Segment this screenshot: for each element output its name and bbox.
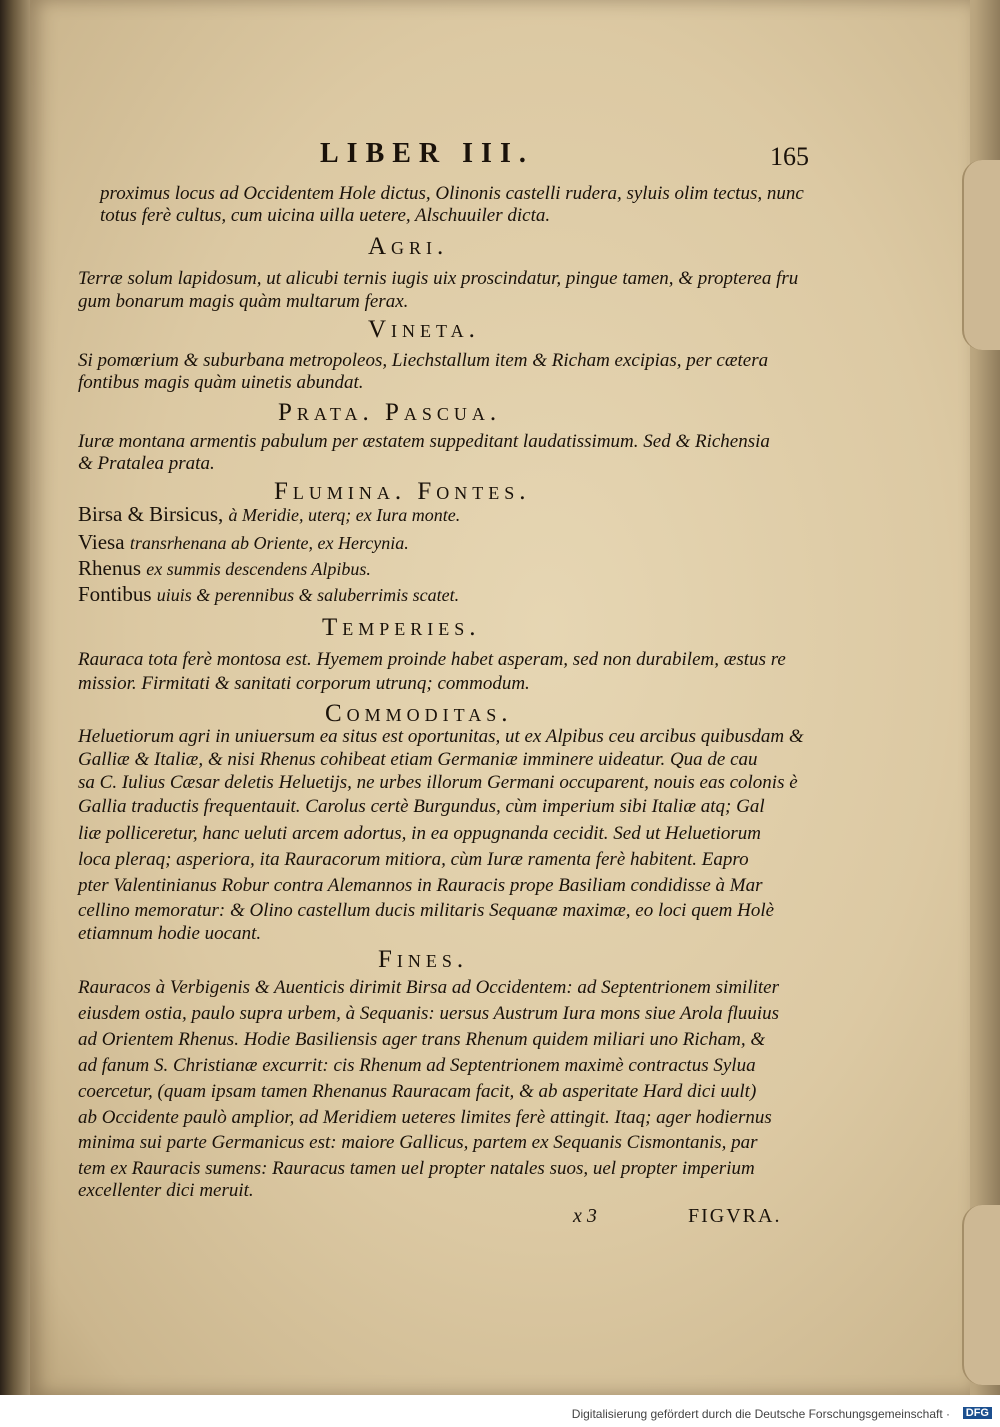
river-desc: uiuis & perennibus & saluberrimis scatet. [156,585,460,605]
river-birsa [78,502,460,527]
signature-mark: x 3 [573,1205,597,1227]
clasp-tab-bottom [962,1205,1000,1385]
section-heading-temperies: Temperies. [322,614,481,641]
intro-line-1: proximus locus ad Occidentem Hole dictus, Olinonis castelli rudera, syluis olim tectus, nunc [100,183,804,204]
dfg-logo: DFG [963,1407,992,1419]
prata-line-1: Iuræ montana armentis pabulum per æstatem suppeditant laudatissimum. Sed & Richensia [78,431,770,452]
section-heading-vineta: Vineta. [368,316,480,343]
clasp-tab-top [962,160,1000,350]
river-fontibus [78,582,459,607]
agri-line-2: gum bonarum magis quàm multarum ferax. [78,291,409,312]
commoditas-line-4: Gallia traductis frequentauit. Carolus certè Burgundus, cùm imperium sibi Italiæ atq; Gal [78,796,765,817]
commoditas-line-9: etiamnum hodie uocant. [78,923,262,944]
fines-line-4: ad fanum S. Christianæ excurrit: cis Rhenum ad Septentrionem maximè contractus Sylua [78,1055,756,1076]
page-number: 165 [770,142,809,171]
river-name: Rhenus [78,556,141,580]
agri-line-1: Terræ solum lapidosum, ut alicubi ternis iugis uix proscindatur, pingue tamen, & propterea fru [78,268,799,289]
river-name: Fontibus [78,582,152,606]
fines-line-6: ab Occidente paulò amplior, ad Meridiem ueteres limites ferè attingit. Itaq; ager hodiernus [78,1107,772,1128]
prata-line-2: & Pratalea prata. [78,453,215,474]
temperies-line-2: missior. Firmitati & sanitati corporum utrunq; commodum. [78,673,530,694]
commoditas-line-5: liæ polliceretur, hanc ueluti arcem adortus, in ea oppugnanda cecidit. Sed ut Heluetiorum [78,823,762,844]
section-heading-prata: Prata. Pascua. [278,399,502,426]
commoditas-line-6: loca pleraq; asperiora, ita Rauracorum mitiora, cùm Iuræ ramenta ferè habitent. Eapro [78,849,749,870]
section-heading-agri: Agri. [368,233,449,260]
commoditas-line-7: pter Valentinianus Robur contra Alemannos in Rauracis prope Basiliam condidisse à Mar [78,875,763,896]
catchword: FIGVRA. [688,1205,782,1227]
river-desc: à Meridie, uterq; ex Iura monte. [228,505,461,525]
river-name: Viesa [78,530,125,554]
section-heading-commoditas: Commoditas. [325,700,513,727]
river-name: Birsa & Birsicus, [78,502,224,526]
commoditas-line-1: Heluetiorum agri in uniuersum ea situs est oportunitas, ut ex Alpibus ceu arcibus quibusdam & [78,726,804,747]
fines-line-5: coercetur, (quam ipsam tamen Rhenanus Rauracam facit, & ab asperitate Hard dici uult) [78,1081,757,1102]
fines-line-7: minima sui parte Germanicus est: maiore Gallicus, partem ex Sequanis Cismontanis, par [78,1132,758,1153]
river-viesa [78,530,409,555]
river-desc: transrhenana ab Oriente, ex Hercynia. [129,533,409,553]
fines-line-2: eiusdem ostia, paulo supra urbem, à Sequanis: uersus Austrum Iura mons siue Arola fluuius [78,1003,780,1024]
temperies-line-1: Rauraca tota ferè montosa est. Hyemem proinde habet asperam, sed non durabilem, æstus re [78,649,786,670]
commoditas-line-3: sa C. Iulius Cæsar deletis Heluetijs, ne urbes illorum Germani occuparent, nouis eas colonis è [78,772,798,793]
intro-line-2: totus ferè cultus, cum uicina uilla uetere, Alschuuiler dicta. [100,205,551,226]
section-heading-flumina: Flumina. Fontes. [274,478,531,505]
fines-line-8: tem ex Rauracis sumens: Rauracus tamen uel propter natales suos, uel propter imperium [78,1158,755,1179]
commoditas-line-8: cellino memoratur: & Olino castellum ducis militaris Sequanæ maximæ, eo loci quem Holè [78,900,775,921]
fines-line-9: excellenter dici meruit. [78,1180,254,1201]
running-head: LIBER III. [320,138,534,169]
river-desc: ex summis descendens Alpibus. [146,559,371,579]
fines-line-1: Rauracos à Verbigenis & Auenticis dirimit Birsa ad Occidentem: ad Septentrionem similiter [78,977,779,998]
vineta-line-1: Si pomœrium & suburbana metropoleos, Liechstallum item & Richam excipias, per cætera [78,350,769,371]
fines-line-3: ad Orientem Rhenus. Hodie Basiliensis ager trans Rhenum quidem miliari uno Richam, & [78,1029,766,1050]
digitization-credit: Digitalisierung gefördert durch die Deutsche Forschungsgemeinschaft · [571,1407,950,1421]
commoditas-line-2: Galliæ & Italiæ, & nisi Rhenus cohibeat etiam Germaniæ imminere uideatur. Qua de cau [78,749,758,770]
section-heading-fines: Fines. [378,946,469,973]
river-rhenus [78,556,371,581]
vineta-line-2: fontibus magis quàm uinetis abundat. [78,372,364,393]
